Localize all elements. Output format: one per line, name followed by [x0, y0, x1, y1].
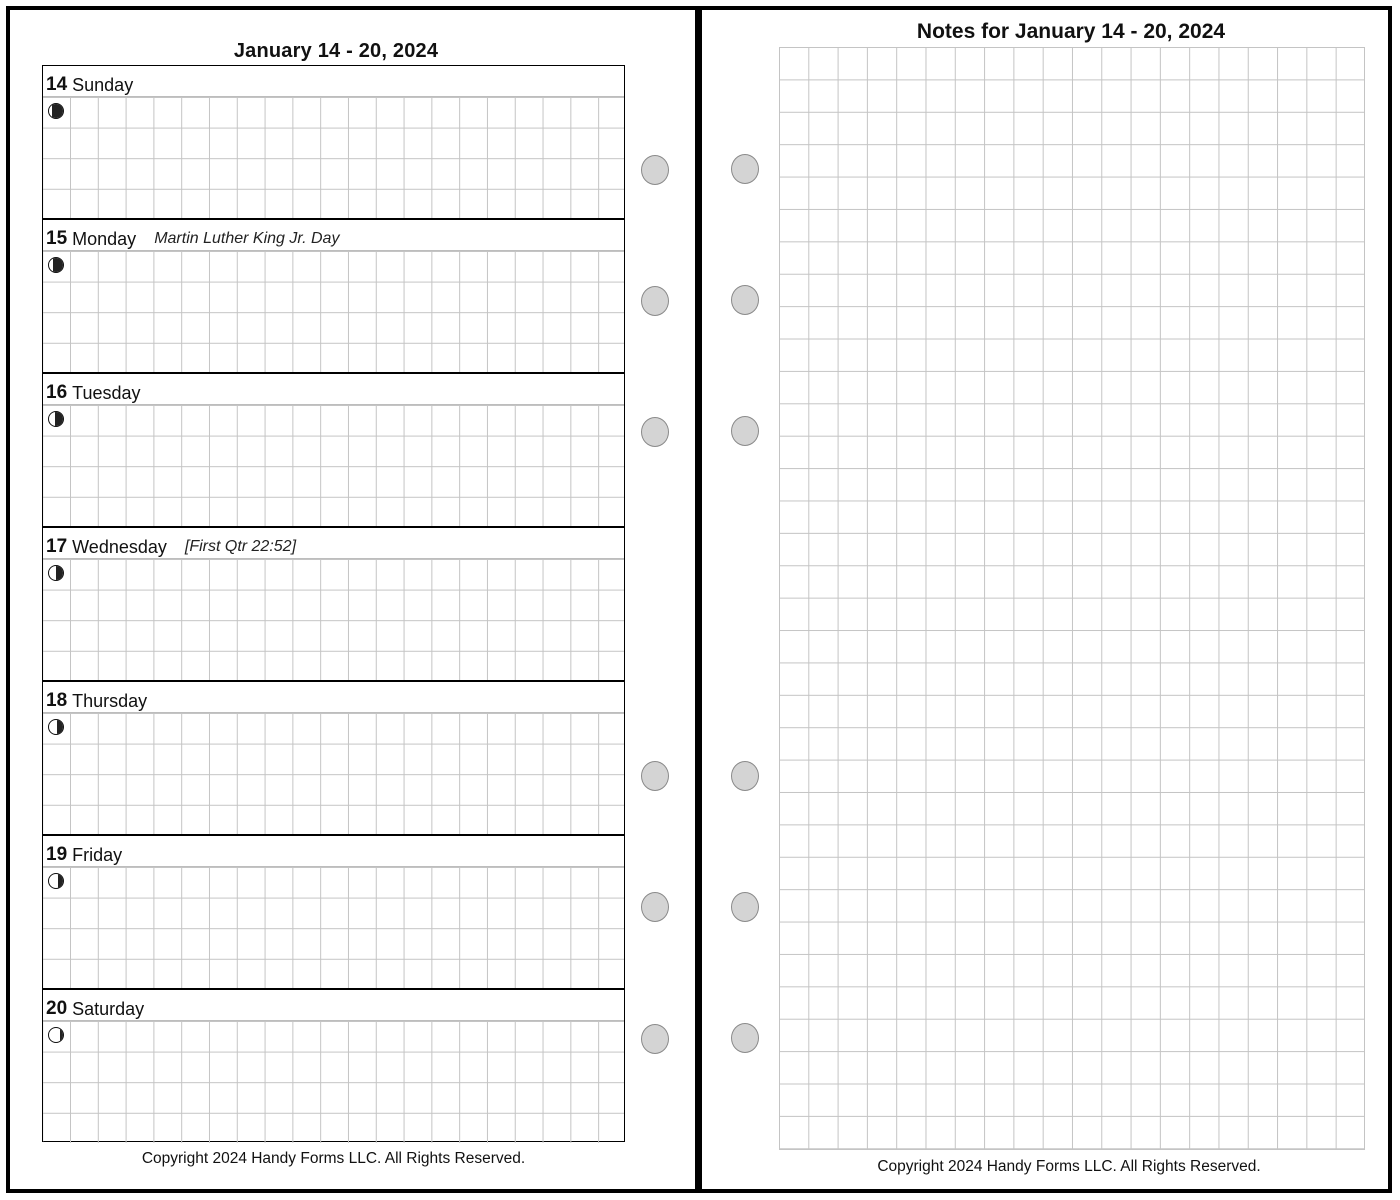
moon-phase-icon — [48, 257, 64, 273]
punch-hole — [641, 761, 669, 791]
punch-hole — [641, 417, 669, 447]
moon-phase-icon — [48, 411, 64, 427]
punch-hole — [641, 286, 669, 316]
moon-phase-icon — [48, 873, 64, 889]
days-container — [42, 65, 625, 1142]
moon-phase-icon — [48, 103, 64, 119]
day-number: 15 — [46, 228, 68, 249]
copyright-footer: Copyright 2024 Handy Forms LLC. All Rights Reserved. — [877, 1158, 1261, 1175]
day-number: 20 — [46, 998, 68, 1019]
week-title: January 14 - 20, 2024 — [233, 40, 439, 62]
day-header — [43, 990, 624, 1020]
day-header — [43, 682, 624, 712]
day-name: Saturday — [72, 999, 145, 1019]
day-name: Wednesday — [72, 537, 167, 557]
day-number: 16 — [46, 382, 68, 403]
day-writing-grid[interactable] — [43, 96, 624, 218]
day-block[interactable] — [43, 528, 624, 682]
day-block[interactable] — [43, 990, 624, 1143]
day-writing-grid[interactable] — [43, 558, 624, 680]
day-name: Tuesday — [72, 383, 141, 403]
day-name: Sunday — [72, 75, 134, 95]
punch-hole — [731, 1023, 759, 1053]
punch-hole — [731, 154, 759, 184]
day-number: 19 — [46, 844, 68, 865]
day-writing-grid[interactable] — [43, 866, 624, 988]
day-writing-grid[interactable] — [43, 712, 624, 834]
day-name: Thursday — [72, 691, 148, 711]
day-writing-grid[interactable] — [43, 404, 624, 526]
holiday-note: Martin Luther King Jr. Day — [154, 230, 340, 247]
day-header — [43, 220, 624, 250]
punch-hole — [641, 155, 669, 185]
day-number: 14 — [46, 74, 68, 95]
left-planner-page — [6, 6, 699, 1193]
day-block[interactable] — [43, 836, 624, 990]
notes-writing-grid[interactable] — [779, 47, 1365, 1150]
moon-phase-note: [First Qtr 22:52] — [184, 538, 297, 555]
day-block[interactable] — [43, 374, 624, 528]
day-name: Monday — [72, 229, 137, 249]
punch-hole — [731, 761, 759, 791]
day-number: 18 — [46, 690, 68, 711]
day-header — [43, 374, 624, 404]
day-header — [43, 66, 624, 96]
punch-hole — [731, 416, 759, 446]
copyright-footer: Copyright 2024 Handy Forms LLC. All Rights Reserved. — [141, 1150, 526, 1167]
day-writing-grid[interactable] — [43, 1020, 624, 1143]
punch-hole — [641, 1024, 669, 1054]
notes-title: Notes for January 14 - 20, 2024 — [916, 20, 1226, 43]
punch-hole — [731, 892, 759, 922]
day-name: Friday — [72, 845, 123, 865]
right-notes-page — [698, 6, 1392, 1193]
moon-phase-icon — [48, 565, 64, 581]
punch-hole — [731, 285, 759, 315]
day-block[interactable] — [43, 682, 624, 836]
punch-hole — [641, 892, 669, 922]
day-block[interactable] — [43, 220, 624, 374]
day-header — [43, 528, 624, 558]
day-block[interactable] — [43, 66, 624, 220]
day-number: 17 — [46, 536, 68, 557]
day-header — [43, 836, 624, 866]
day-writing-grid[interactable] — [43, 250, 624, 372]
moon-phase-icon — [48, 1027, 64, 1043]
moon-phase-icon — [48, 719, 64, 735]
